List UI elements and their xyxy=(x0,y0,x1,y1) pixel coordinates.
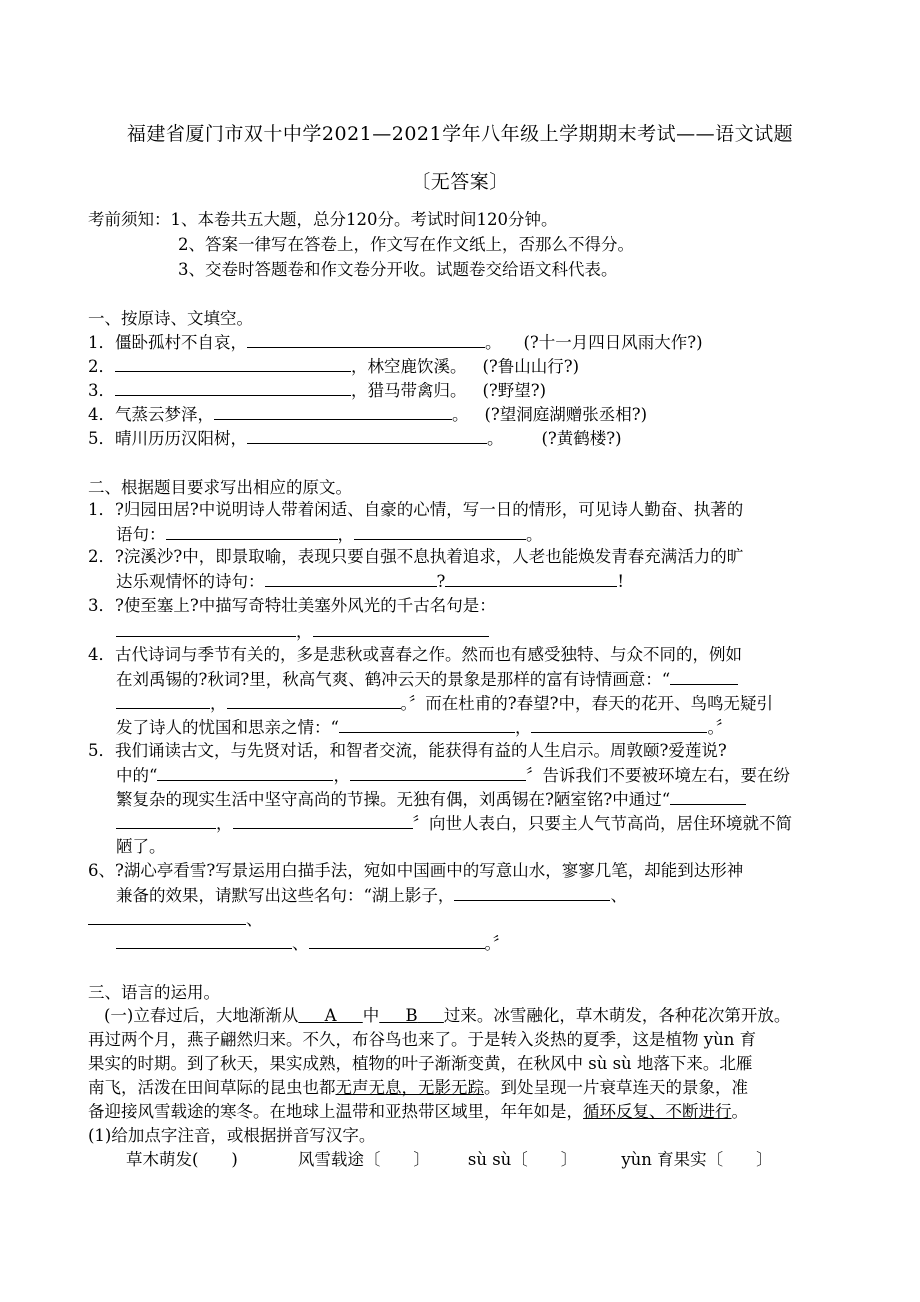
passage-text: 备迎接风雪载途的寒冬。在地球上温带和亚热带区域里，年年如是， xyxy=(88,1102,583,1121)
question-text: 兼备的效果，请默写出这些名句：“湖上影子， xyxy=(116,886,455,905)
section-heading: 三、语言的运用。 xyxy=(88,983,220,1002)
answer-blank[interactable] xyxy=(309,933,485,949)
question-source: (?鲁山山行?) xyxy=(482,357,580,376)
section-heading: 一、按原诗、文填空。 xyxy=(88,309,253,328)
answer-blank[interactable] xyxy=(339,717,515,733)
question-text: 〞向世人表白，只要主人气节高尚，居住环境就不简 xyxy=(412,814,792,833)
question-text: 2．?浣溪沙?中，即景取喻，表现只要自强不息执着追求，人老也能焕发青春充满活力的旷 xyxy=(88,547,744,566)
question-text: 、 。〞 xyxy=(116,933,509,954)
question-1-2 xyxy=(88,356,579,377)
answer-blank[interactable] xyxy=(116,933,292,949)
answer-blank[interactable] xyxy=(157,765,333,781)
pinyin-item[interactable]: sù sù〔 〕 xyxy=(467,1150,578,1169)
question-1-3 xyxy=(88,380,546,401)
pinyin-item[interactable]: 风雪载途〔 〕 xyxy=(297,1150,430,1169)
blank-b xyxy=(379,1006,444,1025)
question-text: 在刘禹锡的?秋词?里，秋高气爽、鹤冲云天的景象是那样的富有诗情画意：“ xyxy=(116,670,671,689)
answer-blank[interactable] xyxy=(670,669,738,685)
answer-blank[interactable] xyxy=(670,789,746,805)
question-text: ， xyxy=(116,621,489,642)
answer-blank[interactable] xyxy=(88,909,246,925)
pinyin-row xyxy=(126,1150,773,1170)
answer-blank[interactable] xyxy=(116,621,296,637)
question-text xyxy=(116,669,738,690)
passage-text: 。 xyxy=(731,1102,748,1121)
passage-text: 。到处呈现一片衰草连天的景象，准 xyxy=(484,1078,748,1097)
notice-item: 2、答案一律写在答卷上，作文写在作文纸上，否那么不得分。 xyxy=(178,235,634,254)
question-text: 5．我们诵读古文，与先贤对话，和智者交流，能获得有益的人生启示。周敦颐?爱莲说? xyxy=(88,741,727,760)
question-text: 语句： ， 。 xyxy=(116,525,543,544)
underlined-phrase: 无声无息，无影无踪 xyxy=(335,1078,484,1097)
answer-blank[interactable] xyxy=(166,524,338,540)
answer-blank[interactable] xyxy=(354,524,526,540)
answer-blank[interactable] xyxy=(115,380,351,396)
notice-item: 3、交卷时答题卷和作文卷分开收。试题卷交给语文科代表。 xyxy=(178,260,618,279)
question-text: 4．古代诗词与季节有关的，多是悲秋或喜春之作。然而也有感受独特、与众不同的，例如 xyxy=(88,645,742,664)
question-text: ， 。〞而在杜甫的?春望?中，春天的花开、鸟鸣无疑引 xyxy=(116,693,773,714)
blank-a xyxy=(298,1006,362,1025)
answer-blank[interactable] xyxy=(115,356,351,372)
page-subtitle: 〔无答案〕 xyxy=(411,171,509,193)
passage-line xyxy=(88,1102,748,1122)
question-text: 〞告诉我们不要被环境左右，要在纷 xyxy=(525,766,790,785)
pinyin-item[interactable]: yùn 育果实〔 〕 xyxy=(621,1150,773,1169)
question-text: 兼备的效果，请默写出这些名句：“湖上影子， 、 xyxy=(116,886,627,905)
passage-text: 过来。冰雪融化，草木萌发，各种花次第开放。 xyxy=(443,1006,791,1025)
answer-blank[interactable] xyxy=(531,717,707,733)
question-text xyxy=(116,789,746,810)
answer-blank[interactable] xyxy=(116,693,210,709)
question-text: 中的“ ， 〞告诉我们不要被环境左右，要在纷 xyxy=(116,766,790,785)
question-text: 。〞而在杜甫的?春望?中，春天的花开、鸟鸣无疑引 xyxy=(400,694,773,713)
question-text: 1．?归园田居?中说明诗人带着闲适、自豪的心情，写一日的情形，可见诗人勤奋、执著的 xyxy=(88,500,744,519)
section-heading: 二、根据题目要求写出相应的原文。 xyxy=(88,478,352,497)
answer-blank[interactable] xyxy=(454,885,610,901)
notice-line-1 xyxy=(88,210,558,230)
answer-blank[interactable] xyxy=(247,332,485,348)
passage-line xyxy=(104,1006,790,1026)
passage-line xyxy=(88,1078,748,1098)
question-source: (?黄鹤楼?) xyxy=(541,429,622,448)
answer-blank[interactable] xyxy=(116,813,216,829)
answer-blank[interactable] xyxy=(233,813,413,829)
question-text: 。 xyxy=(485,333,502,352)
pinyin-item[interactable]: 草木萌发( ) xyxy=(126,1150,238,1169)
passage-text: 南飞，活泼在田间草际的昆虫也都 xyxy=(88,1078,336,1097)
question-text: 繁复杂的现实生活中坚守高尚的节操。无独有偶，刘禹锡在?陋室铭?中通过“ xyxy=(116,790,671,809)
passage-text: (一)立春过后，大地渐渐从 xyxy=(104,1006,299,1025)
question-number: 2． xyxy=(88,357,115,376)
answer-blank[interactable] xyxy=(313,621,489,637)
question-number: 5． xyxy=(88,429,115,448)
answer-blank[interactable] xyxy=(265,571,437,587)
answer-blank[interactable] xyxy=(227,693,401,709)
question-text: 发了诗人的忧国和思亲之情：“ ， 。〞 xyxy=(116,718,733,737)
question-text: 僵卧孤村不自哀， xyxy=(115,333,247,352)
passage-line: 果实的时期。到了秋天，果实成熟，植物的叶子渐渐变黄，在秋风中 sù sù 地落下来。北雁 xyxy=(88,1054,753,1073)
question-text: 气蒸云梦泽， xyxy=(115,405,214,424)
question-text: 语句： xyxy=(116,525,166,544)
passage-line: 再过两个月，燕子翩然归来。不久，布谷鸟也来了。于是转入炎热的夏季，这是植物 yùn 育 xyxy=(88,1030,757,1049)
question-source: (?野望?) xyxy=(482,381,547,400)
question-text: 。 xyxy=(452,405,469,424)
question-source: (?十一月四日风雨大作?) xyxy=(523,333,703,352)
question-number: 4． xyxy=(88,405,115,424)
notice-lead: 考前须知： xyxy=(88,210,171,229)
question-text: 、 xyxy=(88,909,263,930)
blank-label: B xyxy=(405,1006,418,1025)
question-1-4 xyxy=(88,404,647,425)
question-number: 3． xyxy=(88,381,115,400)
question-text: 晴川历历汉阳树， xyxy=(115,429,247,448)
question-text: 中的“ xyxy=(116,766,158,785)
underlined-phrase: 循环反复、不断进行 xyxy=(583,1102,732,1121)
answer-blank[interactable] xyxy=(350,765,526,781)
notice-item: 1、本卷共五大题，总分120分。考试时间120分钟。 xyxy=(170,210,558,229)
answer-blank[interactable] xyxy=(214,404,452,420)
question-text: (1)给加点字注音，或根据拼音写汉字。 xyxy=(88,1126,376,1145)
page-title: 福建省厦门市双十中学2021—2021学年八年级上学期期末考试——语文试题 xyxy=(126,123,794,145)
question-text: 3．?使至塞上?中描写奇特壮美塞外风光的千古名句是： xyxy=(88,596,496,615)
answer-blank[interactable] xyxy=(445,571,617,587)
question-text: 发了诗人的忧国和思亲之情：“ xyxy=(116,718,339,737)
question-text: 达乐观情怀的诗句： xyxy=(116,572,265,591)
question-text: ，猎马带禽归。 xyxy=(351,381,467,400)
question-1-5 xyxy=(88,428,622,449)
question-text: ，林空鹿饮溪。 xyxy=(351,357,467,376)
question-text: 达乐观情怀的诗句： ? ! xyxy=(116,572,624,591)
answer-blank[interactable] xyxy=(247,428,487,444)
blank-label: A xyxy=(324,1006,337,1025)
question-text: 陋了。 xyxy=(116,837,166,856)
passage-text: 中 xyxy=(362,1006,380,1025)
question-text: ， 〞向世人表白，只要主人气节高尚，居住环境就不简 xyxy=(116,813,792,834)
question-text: 。 xyxy=(487,429,504,448)
question-text: 6、?湖心亭看雪?写景运用白描手法，宛如中国画中的写意山水，寥寥几笔，却能到达形神 xyxy=(88,861,744,880)
question-number: 1． xyxy=(88,333,115,352)
question-1-1 xyxy=(88,332,703,353)
question-source: (?望洞庭湖赠张丞相?) xyxy=(484,405,648,424)
